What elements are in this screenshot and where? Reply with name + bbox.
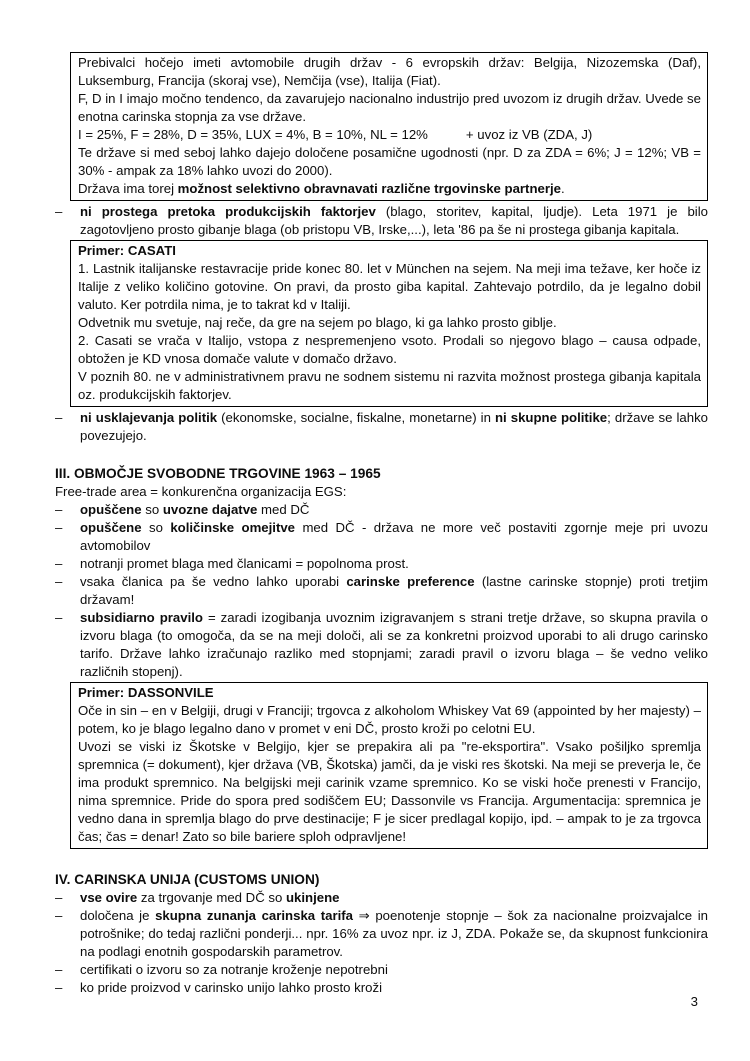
bullet-text: vsaka članica pa še vedno lahko uporabi carinske preference (lastne carinske stopnje) proti tretjim državam!: [80, 574, 708, 607]
document-page: [55, 51, 708, 997]
bullet-item-internal-trade: [55, 555, 708, 573]
bullet-text: ni prostega pretoka produkcijskih faktorjev (blago, storitev, kapital, ljudje). Leta 1971 je bilo zagotovljeno prosto gibanje blaga (ob pristopu VB, Irske,...), leta '86 pa še ni prostega gibanja kapitala.: [80, 204, 708, 237]
bullet-item-quantity-limits: [55, 519, 708, 555]
bullet-dash: –: [55, 980, 63, 995]
blank-line: [55, 445, 708, 464]
bullet-item-subsidiary-rule: [55, 609, 708, 681]
box-paragraph: Država ima torej možnost selektivno obravnavati različne trgovinske partnerje.: [78, 181, 565, 196]
bullet-dash: –: [55, 410, 63, 425]
box-paragraph: V poznih 80. ne v administrativnem pravu ne sodnem sistemu ni razvita možnost prostega gibanja kapitala oz. produkcijskih faktorjev.: [78, 369, 701, 402]
bullet-dash: –: [55, 890, 63, 905]
bullet-text: notranji promet blaga med članicami = popolnoma prost.: [80, 556, 409, 571]
bullet-dash: –: [55, 610, 63, 625]
bullet-dash: –: [55, 962, 63, 977]
bullet-text: ni usklajevanja politik (ekonomske, socialne, fiskalne, monetarne) in ni skupne politike; države se lahko povezujejo.: [80, 410, 708, 443]
customs-tariffs-box: [70, 52, 708, 201]
bullet-text: vse ovire za trgovanje med DČ so ukinjene: [80, 890, 340, 905]
box-paragraph-tariff-rates: I = 25%, F = 28%, D = 35%, LUX = 4%, B = 10%, NL = 12% + uvoz iz VB (ZDA, J): [78, 127, 593, 142]
example-box-title: Primer: CASATI: [78, 243, 176, 258]
bullet-item-free-circulation: [55, 979, 708, 997]
bullet-dash: –: [55, 520, 63, 535]
bullet-item-common-external-tariff: [55, 907, 708, 961]
bullet-item-customs-preferences: [55, 573, 708, 609]
example-box-dassonvile: [70, 682, 708, 849]
bullet-text: certifikati o izvoru so za notranje kroženje nepotrebni: [80, 962, 388, 977]
box-paragraph: 2. Casati se vrača v Italijo, vstopa z nespremenjeno vsoto. Prodali so njegovo blago – causa odpade, obtožen je KD vnosa domače valute v domačo državo.: [78, 333, 701, 366]
example-box-title: Primer: DASSONVILE: [78, 685, 214, 700]
section-iii-intro: Free-trade area = konkurenčna organizacija EGS:: [55, 484, 347, 499]
bullet-dash: –: [55, 908, 63, 923]
box-paragraph: 1. Lastnik italijanske restavracije pride konec 80. let v München na sejem. Na meji ima težave, ker hoče iz Italije z veliko količino gotovine. On pravi, da prosto giba kapital. Zahtevajo potrdilo, da je legalno dobil valuto. Ker potrdila nima, je to takrat kd v Italiji.: [78, 261, 701, 312]
blank-line: [55, 851, 708, 870]
bullet-text: subsidiarno pravilo = zaradi izogibanja uvoznim izigravanjem s strani tretje države, so skupna pravila o izvoru blaga (to omogoča, da se na meji določi, ali se za konkretni proizvod uporabi to ali drugo carinsko tarifo. Države lahko izračunajo razliko med stopnjami; zaradi pravil o izvoru blaga – še vedno veliko različnih stopenj).: [80, 610, 708, 679]
bullet-dash: –: [55, 574, 63, 589]
box-paragraph: Prebivalci hočejo imeti avtomobile drugih držav - 6 evropskih držav: Belgija, Nizozemska (Daf), Luksemburg, Francija (skoraj vse), Nemčija (vse), Italija (Fiat).: [78, 55, 701, 88]
bullet-dash: –: [55, 204, 63, 219]
box-paragraph: F, D in I imajo močno tendenco, da zavarujejo nacionalno industrijo pred uvozom iz drugih držav. Uvede se enotna carinska stopnja za vse države.: [78, 91, 701, 124]
bullet-item-barriers-abolished: [55, 889, 708, 907]
box-paragraph: Oče in sin – en v Belgiji, drugi v Franciji; trgovca z alkoholom Whiskey Vat 69 (appointed by her majesty) – potem, ko je blago legalno dano v promet v eni DČ, prosto kroži po celotni EU.: [78, 703, 701, 736]
box-paragraph: Odvetnik mu svetuje, naj reče, da gre na sejem po blago, ki ga lahko prosto giblje.: [78, 315, 557, 330]
page-number: 3: [690, 994, 698, 1009]
bullet-item-import-duties: [55, 501, 708, 519]
bullet-text: opuščene so uvozne dajatve med DČ: [80, 502, 310, 517]
box-paragraph: Uvozi se viski iz Škotske v Belgijo, kjer se prepakira ali pa "re-eksportira". Vsako pošiljko spremlja spremnica (= dokument), kjer država (VB, Škotska) jamči, da je viski res škotski. Na meji se preverja le, če ima produkt spremnico. Na belgijski meji carinik vzame spremnico. Ko se viski hoče prenesti v Francijo, nima spremnice. Pride do spora pred sodiščem EU; Dassonvile vs Francija. Argumentacija: spremnica je vedno dana in spremlja blago do prve destinacije; F je sicer predlagal kopijo, ipd. – ampak to je za trgovca čas; čas = denar! Zato so bile bariere sploh odpravljene!: [78, 739, 701, 844]
bullet-dash: –: [55, 502, 63, 517]
bullet-item-origin-certificates: [55, 961, 708, 979]
section-heading-iii: III. OBMOČJE SVOBODNE TRGOVINE 1963 – 1965: [55, 466, 381, 481]
bullet-text: določena je skupna zunanja carinska tarifa ⇒ poenotenje stopnje – šok za nacionalne proizvajalce in potrošnike; do tedaj različni ponderji... npr. 16% za uvoz npr. iz J, ZDA. Pokaže se, da skupnost funkcionira na podlagi enotnih gospodarskih parametrov.: [80, 908, 709, 959]
bullet-item-production-factors: [55, 203, 708, 239]
bullet-dash: –: [55, 556, 63, 571]
bullet-item-policies: [55, 409, 708, 445]
bullet-text: opuščene so količinske omejitve med DČ - država ne more več postaviti zgornje meje pri uvozu avtomobilov: [80, 520, 708, 553]
example-box-casati: [70, 240, 708, 407]
bullet-text: ko pride proizvod v carinsko unijo lahko prosto kroži: [80, 980, 382, 995]
box-paragraph: Te države si med seboj lahko dajejo določene posamične ugodnosti (npr. D za ZDA = 6%; J = 12%; VB = 30% - ampak za 18% lahko uvozi do 2000).: [78, 145, 701, 178]
section-heading-iv: IV. CARINSKA UNIJA (CUSTOMS UNION): [55, 872, 320, 887]
